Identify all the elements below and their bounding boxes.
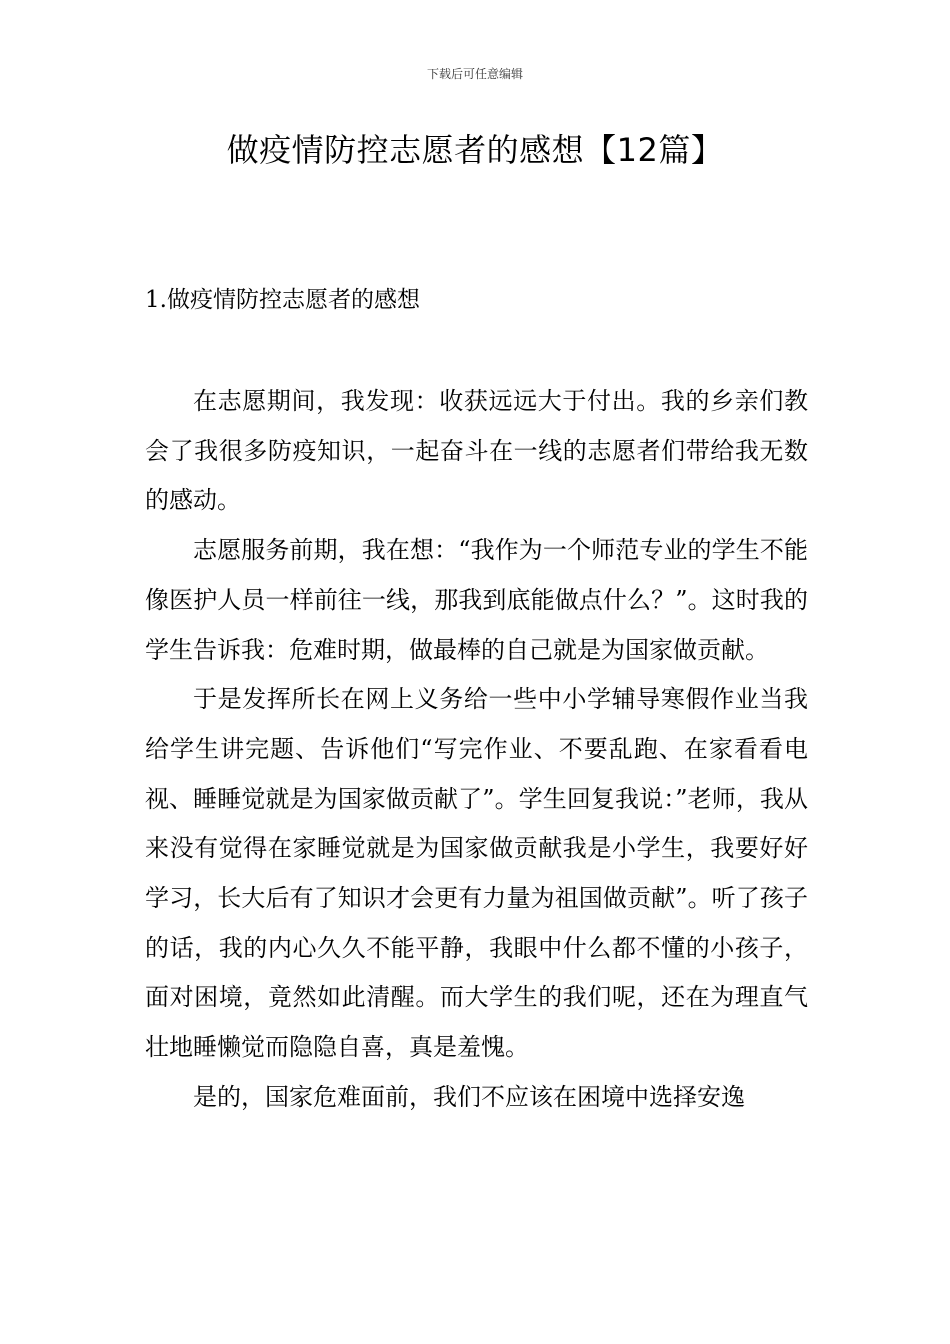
- paragraph: 在志愿期间，我发现：收获远远大于付出。我的乡亲们教会了我很多防疫知识，一起奋斗在一线的志愿者们带给我无数的感动。: [145, 387, 808, 515]
- paragraph: 于是发挥所长在网上义务给一些中小学辅导寒假作业当我给学生讲完题、告诉他们“写完作业、不要乱跑、在家看看电视、睡睡觉就是为国家做贡献了”。学生回复我说：”老师，我从来没有觉得在家睡觉就是为国家做贡献我是小学生，我要好好学习，长大后有了知识才会更有力量为祖国做贡献”。听了孩子的话，我的内心久久不能平静，我眼中什么都不懂的小孩子，面对困境，竟然如此清醒。而大学生的我们呢，还在为理直气壮地睡懒觉而隐隐自喜，真是羞愧。: [145, 685, 808, 1062]
- section-heading: 1.做疫情防控志愿者的感想: [145, 287, 420, 313]
- paragraph: 志愿服务前期，我在想：“我作为一个师范专业的学生不能像医护人员一样前往一线，那我到底能做点什么？”。这时我的学生告诉我：危难时期，做最棒的自己就是为国家做贡献。: [145, 536, 808, 664]
- paragraph: 是的，国家危难面前，我们不应该在困境中选择安逸: [193, 1082, 745, 1111]
- document-title: 做疫情防控志愿者的感想【12篇】: [226, 131, 724, 169]
- header-note: 下载后可任意编辑: [426, 67, 523, 81]
- section-body: [145, 377, 808, 1123]
